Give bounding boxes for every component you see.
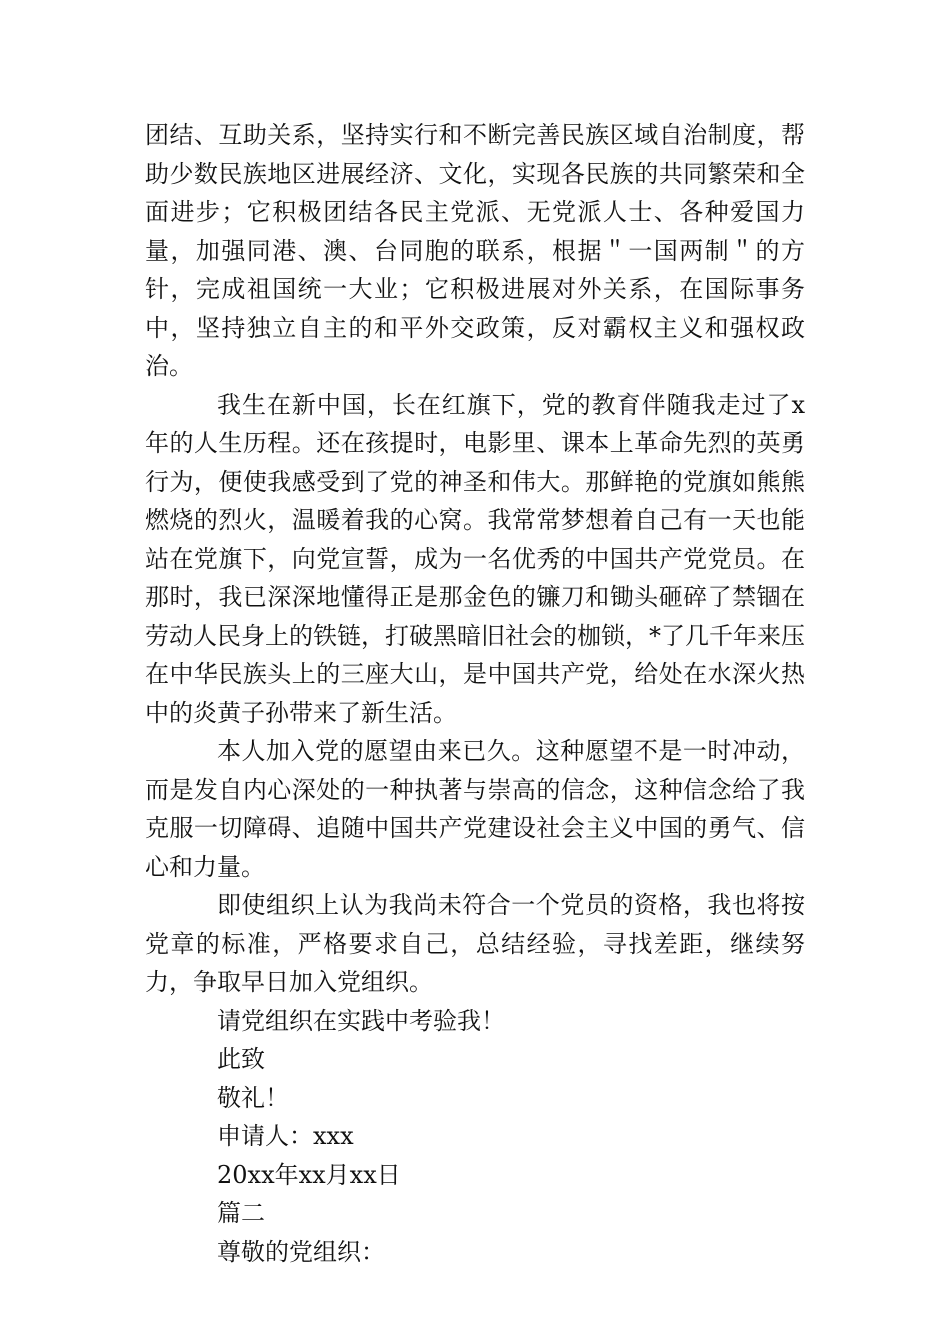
body-paragraph: 本人加入党的愿望由来已久。这种愿望不是一时冲动，而是发自内心深处的一种执著与崇高的信念，这种信念给了我克服一切障碍、追随中国共产党建设社会主义中国的勇气、信心和力量。 xyxy=(145,737,805,881)
greeting-line: 尊敬的党组织： xyxy=(217,1237,385,1266)
document-body xyxy=(145,116,805,1271)
body-paragraph: 我生在新中国，长在红旗下，党的教育伴随我走过了x年的人生历程。还在孩提时，电影里、课本上革命先烈的英勇行为，便使我感受到了党的神圣和伟大。那鲜艳的党旗如熊熊燃烧的烈火，温暖着我的心窝。我常常梦想着自己有一天也能站在党旗下，向党宣誓，成为一名优秀的中国共产党党员。在那时，我已深深地懂得正是那金色的镰刀和锄头砸碎了禁锢在劳动人民身上的铁链，打破黑暗旧社会的枷锁，*了几千年来压在中华民族头上的三座大山，是中国共产党，给处在水深火热中的炎黄子孙带来了新生活。 xyxy=(145,390,805,727)
body-paragraph: 团结、互助关系，坚持实行和不断完善民族区域自治制度，帮助少数民族地区进展经济、文化，实现各民族的共同繁荣和全面进步；它积极团结各民主党派、无党派人士、各种爱国力量，加强同港、澳、台同胞的联系，根据＂一国两制＂的方针，完成祖国统一大业；它积极进展对外关系，在国际事务中，坚持独立自主的和平外交政策，反对霸权主义和强权政治。 xyxy=(145,121,805,380)
respect-line: 敬礼！ xyxy=(217,1083,289,1112)
body-paragraph: 即使组织上认为我尚未符合一个党员的资格，我也将按党章的标准，严格要求自己，总结经验，寻找差距，继续努力，争取早日加入党组织。 xyxy=(145,891,805,996)
section-heading: 篇二 xyxy=(217,1199,265,1227)
applicant-line: 申请人：xxx xyxy=(217,1122,354,1150)
salutation-line: 此致 xyxy=(217,1045,265,1073)
date-line: 20xx年xx月xx日 xyxy=(217,1160,401,1189)
request-line: 请党组织在实践中考验我！ xyxy=(217,1006,505,1035)
